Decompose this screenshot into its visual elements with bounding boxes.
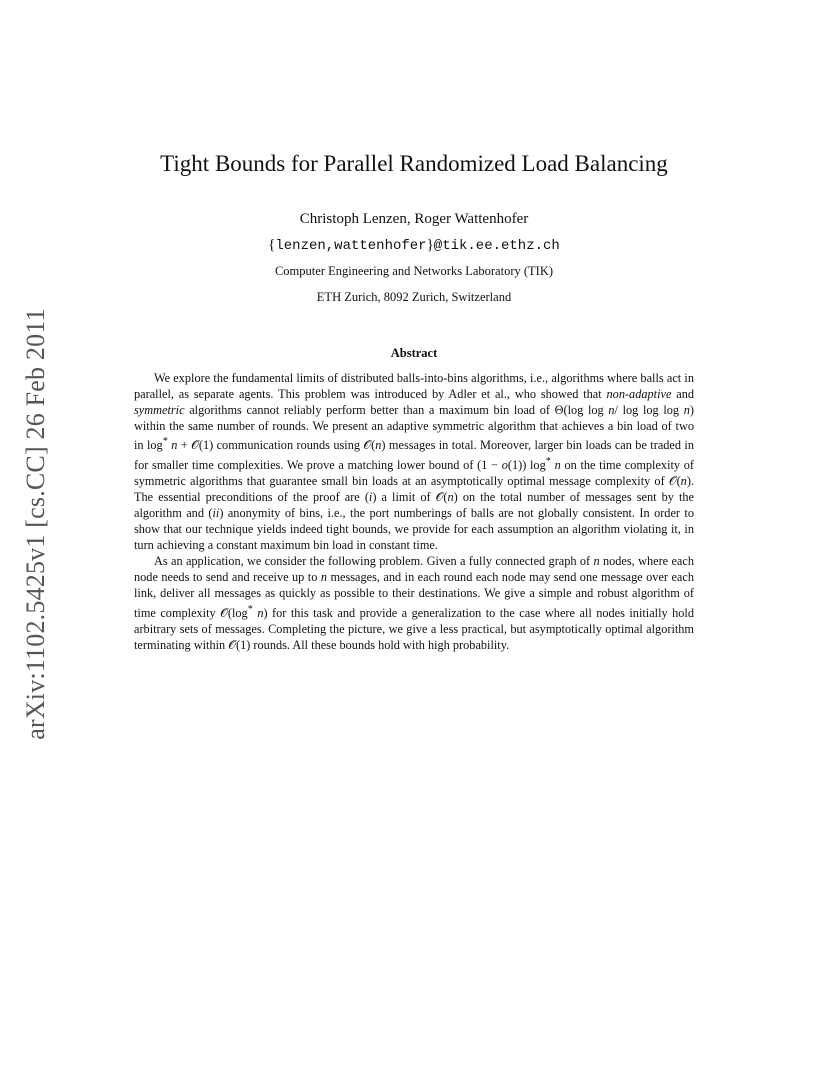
- abstract-text: ) within the same number of rounds. We present an adaptive symmetric algorithm that achieves a bin load of two in log: [134, 403, 694, 453]
- math-variable: n: [320, 570, 327, 585]
- math-variable: n: [608, 403, 615, 418]
- abstract-text: As an application, we consider the following problem. Given a fully connected graph of: [154, 554, 594, 569]
- abstract-text: nodes, where each node needs to send and receive up to: [134, 554, 694, 585]
- abstract-text: + 𝒪(1) communication rounds using 𝒪(: [177, 438, 376, 453]
- math-variable: n: [554, 457, 561, 472]
- abstract-heading: Abstract: [390, 346, 438, 360]
- abstract-text: We explore the fundamental limits of distributed balls-into-bins algorithms, i.e., algorithms where balls act in parallel, as separate agents. This problem was introduced by Adler et al., who showed that: [134, 371, 694, 402]
- abstract-text: ) on the total number of messages sent by the algorithm and (: [134, 489, 694, 520]
- abstract-text: (1)) log: [507, 457, 546, 472]
- abstract-text: algorithms cannot reliably perform better than a maximum bin load of Θ(log log: [184, 403, 609, 418]
- abstract-body: [134, 370, 694, 653]
- abstract-text: ) for this task and provide a generalization to the case where all nodes initially hold arbitrary sets of messages. Completing the picture, we give a less practical, but asymptotically optimal algorithm terminating within 𝒪(1) rounds. All these bounds hold with high probability.: [134, 605, 694, 652]
- arxiv-identifier-stamp: arXiv:1102.5425v1 [cs.CC] 26 Feb 2011: [21, 308, 50, 740]
- abstract-text: messages, and in each round each node may send one message over each link, deliver all messages as quickly as possible to their destinations. We give a simple and robust algorithm of time complexity 𝒪(log: [134, 570, 694, 620]
- author-list: Christoph Lenzen, Roger Wattenhofer: [299, 211, 529, 227]
- abstract-text: and: [671, 387, 694, 402]
- math-superscript: *: [162, 436, 168, 448]
- email-names: lenzen,wattenhofer: [275, 238, 427, 254]
- math-variable: n: [375, 438, 382, 453]
- abstract-paragraph-1: [134, 370, 694, 553]
- math-variable: n: [257, 605, 264, 620]
- math-variable: i: [368, 489, 373, 504]
- abstract-text: ) anonymity of bins, i.e., the port numberings of balls are not globally consistent. In order to show that our technique yields indeed tight bounds, we provide for each assumption an algorithm violating it, in turn achieving a constant maximum bin load in constant time.: [134, 505, 694, 553]
- email-close-brace: }: [426, 237, 434, 253]
- abstract-text: ). The essential preconditions of the proof are (: [134, 473, 694, 504]
- math-variable: n: [683, 403, 690, 418]
- abstract-text: ) messages in total. Moreover, larger bin loads can be traded in for smaller time complexities. We prove a matching lower bound of (1 −: [134, 438, 694, 472]
- author-address: ETH Zurich, 8092 Zurich, Switzerland: [316, 290, 512, 304]
- math-superscript: *: [545, 455, 551, 467]
- emphasis-text: symmetric: [134, 403, 185, 418]
- abstract-text: ) a limit of 𝒪(: [372, 489, 448, 504]
- email-open-brace: {: [268, 237, 276, 253]
- math-variable: n: [447, 489, 454, 504]
- math-variable: n: [593, 554, 600, 569]
- math-variable: ii: [212, 505, 220, 520]
- abstract-paragraph-2: [134, 553, 694, 653]
- math-variable: n: [171, 438, 178, 453]
- math-superscript: *: [247, 603, 253, 615]
- email-domain: @tik.ee.ethz.ch: [433, 238, 560, 254]
- paper-title: Tight Bounds for Parallel Randomized Load Balancing: [160, 151, 668, 176]
- abstract-text: / log log log: [614, 403, 684, 418]
- math-variable: o: [501, 457, 508, 472]
- math-variable: n: [680, 473, 687, 488]
- emphasis-text: non-adaptive: [606, 387, 672, 402]
- author-emails: [0, 235, 828, 256]
- author-affiliation: Computer Engineering and Networks Laboratory (TIK): [274, 264, 554, 278]
- abstract-text: on the time complexity of symmetric algorithms that guarantee small bin loads at an asymptotically optimal message complexity of 𝒪(: [134, 457, 695, 488]
